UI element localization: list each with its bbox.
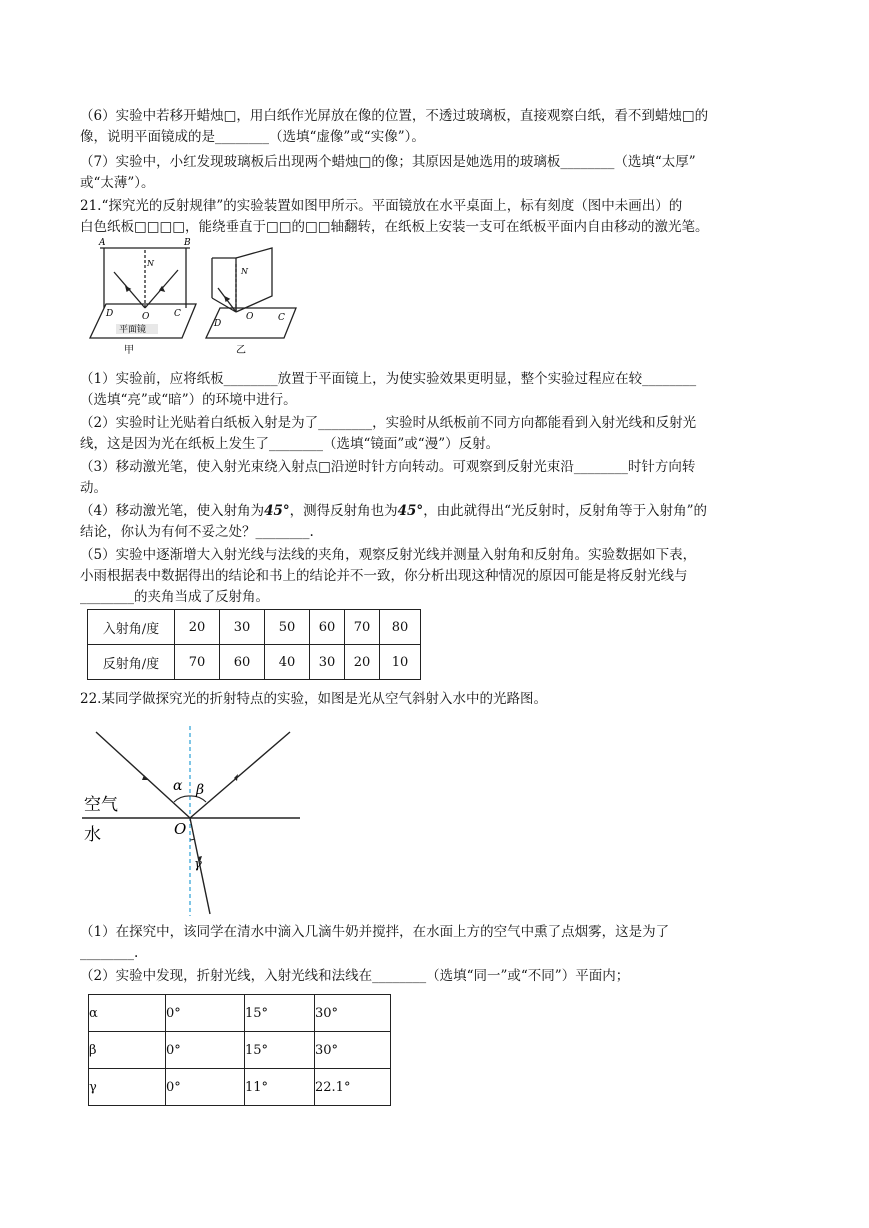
table-cell: 80 <box>380 610 421 645</box>
jia-label-b: B <box>184 238 191 248</box>
alpha-label: α <box>173 778 183 794</box>
table-cell: 22.1° <box>315 1069 391 1106</box>
q22-item1 <box>80 922 792 964</box>
table-cell: 20 <box>345 645 380 680</box>
q21-stem-line1: 21.“探究光的反射规律”的实验装置如图甲所示。平面镜放在水平桌面上，标有刻度（图中未画出）的 <box>80 198 683 214</box>
q20-item7-line1: （7）实验中，小红发现玻璃板后出现两个蜡烛□的像；其原因是她选用的玻璃板________（选填“太厚” <box>80 154 696 170</box>
q21-item5-line3: ________的夹角当成了反射角。 <box>80 589 269 605</box>
q21-item4-angle2: 45° <box>397 503 424 519</box>
q21-item5 <box>80 545 792 608</box>
jia-mirror-label: 平面镜 <box>119 325 147 335</box>
q21-item4-line2: 结论，你认为有何不妥之处？________. <box>80 524 314 540</box>
yi-label-n: N <box>241 267 248 276</box>
table-row <box>89 995 391 1032</box>
beta-label: β <box>196 782 205 798</box>
water-label: 水 <box>84 825 101 845</box>
table-cell: 70 <box>175 645 220 680</box>
yi-label-o: O <box>246 312 254 322</box>
jia-label-n: N <box>147 259 154 268</box>
jia-label-c: C <box>174 309 181 319</box>
table-row-label: β <box>89 1032 166 1069</box>
q21-item4-post: ，由此就得出“光反射时，反射角等于入射角”的 <box>423 503 707 519</box>
q21-item5-line2: 小雨根据表中数据得出的结论和书上的结论并不一致，你分析出现这种情况的原因可能是将反射光线与 <box>80 568 688 584</box>
q21-item4-pre: （4）移动激光笔，使入射角为 <box>80 503 265 519</box>
table-cell: 0° <box>166 995 245 1032</box>
table-cell: 0° <box>166 1069 245 1106</box>
q22-item1-line1: （1）在探究中，该同学在清水中滴入几滴牛奶并搅拌，在水面上方的空气中熏了点烟雾，这是为了 <box>80 924 670 940</box>
q21-item2-line2: 线，这是因为光在纸板上发生了________（选填“镜面”或“漫”）反射。 <box>80 436 500 452</box>
table-row <box>89 1069 391 1106</box>
q21-item1-line1: （1）实验前，应将纸板________放置于平面镜上，为使实验效果更明显，整个实验过程应在较________ <box>80 371 697 387</box>
q21-item5-line1: （5）实验中逐渐增大入射光线与法线的夹角，观察反射光线并测量入射角和反射角。实验数据如下表， <box>80 547 697 563</box>
table-cell: 20 <box>175 610 220 645</box>
table-cell: 30 <box>220 610 265 645</box>
table-row-label: 入射角/度 <box>88 610 175 645</box>
table-row-label: α <box>89 995 166 1032</box>
q21-stem-line2: 白色纸板□□□□，能绕垂直于□□的□□轴翻转，在纸板上安装一支可在纸板平面内自由移动的激光笔。 <box>80 219 709 235</box>
q21-stem <box>80 196 792 238</box>
table-cell: 30° <box>315 1032 391 1069</box>
q20-item7 <box>80 152 792 194</box>
gamma-label: γ <box>194 857 202 872</box>
q21-item1 <box>80 369 792 411</box>
q20-item6-line1: （6）实验中若移开蜡烛□，用白纸作光屏放在像的位置，不透过玻璃板，直接观察白纸，看不到蜡烛□的 <box>80 108 709 124</box>
table-cell: 0° <box>166 1032 245 1069</box>
refraction-figure <box>82 722 302 918</box>
reflection-apparatus-figure <box>86 236 306 358</box>
jia-label-o: O <box>142 312 150 322</box>
q22-angle-table <box>88 994 391 1106</box>
q22-item1-line2: ________. <box>80 945 139 961</box>
q22-item2: （2）实验中发现，折射光线，入射光线和法线在________（选填“同一”或“不同”）平面内； <box>80 968 630 984</box>
air-label: 空气 <box>84 795 118 815</box>
table-row-label: 反射角/度 <box>88 645 175 680</box>
q21-item3-line2: 动。 <box>80 480 107 496</box>
q21-angle-table <box>87 609 421 680</box>
point-o-label: O <box>174 820 187 838</box>
table-row-label: γ <box>89 1069 166 1106</box>
table-cell: 60 <box>220 645 265 680</box>
table-cell: 11° <box>245 1069 315 1106</box>
q21-item1-line2: （选填“亮”或“暗”）的环境中进行。 <box>80 392 297 408</box>
q21-item4-mid: ，测得反射角也为 <box>289 503 398 519</box>
q20-item7-line2: 或“太薄”）。 <box>80 175 155 191</box>
q20-item6 <box>80 106 792 148</box>
table-cell: 60 <box>310 610 345 645</box>
q22-stem: 22.某同学做探究光的折射特点的实验，如图是光从空气斜射入水中的光路图。 <box>80 691 547 707</box>
jia-label-d: D <box>106 309 114 319</box>
table-cell: 70 <box>345 610 380 645</box>
table-cell: 10 <box>380 645 421 680</box>
q21-item2 <box>80 413 792 455</box>
yi-label-d: D <box>214 319 222 329</box>
q21-item4-angle1: 45° <box>264 503 290 519</box>
q21-item4 <box>80 501 792 543</box>
q21-item2-line1: （2）实验时让光贴着白纸板入射是为了________，实验时从纸板前不同方向都能看到入射光线和反射光 <box>80 415 697 431</box>
q21-item3 <box>80 457 792 499</box>
table-row <box>88 610 421 645</box>
jia-caption: 甲 <box>124 345 134 356</box>
table-cell: 50 <box>265 610 310 645</box>
table-row <box>88 645 421 680</box>
jia-label-a: A <box>99 238 106 248</box>
q21-item3-line1: （3）移动激光笔，使入射光束绕入射点□沿逆时针方向转动。可观察到反射光束沿________时针方向转 <box>80 459 696 475</box>
table-cell: 40 <box>265 645 310 680</box>
table-cell: 30° <box>315 995 391 1032</box>
table-row <box>89 1032 391 1069</box>
table-cell: 15° <box>245 1032 315 1069</box>
table-cell: 15° <box>245 995 315 1032</box>
q20-item6-line2: 像，说明平面镜成的是________（选填“虚像”或“实像”）。 <box>80 129 425 145</box>
yi-caption: 乙 <box>236 345 246 356</box>
yi-label-c: C <box>278 313 285 323</box>
table-cell: 30 <box>310 645 345 680</box>
